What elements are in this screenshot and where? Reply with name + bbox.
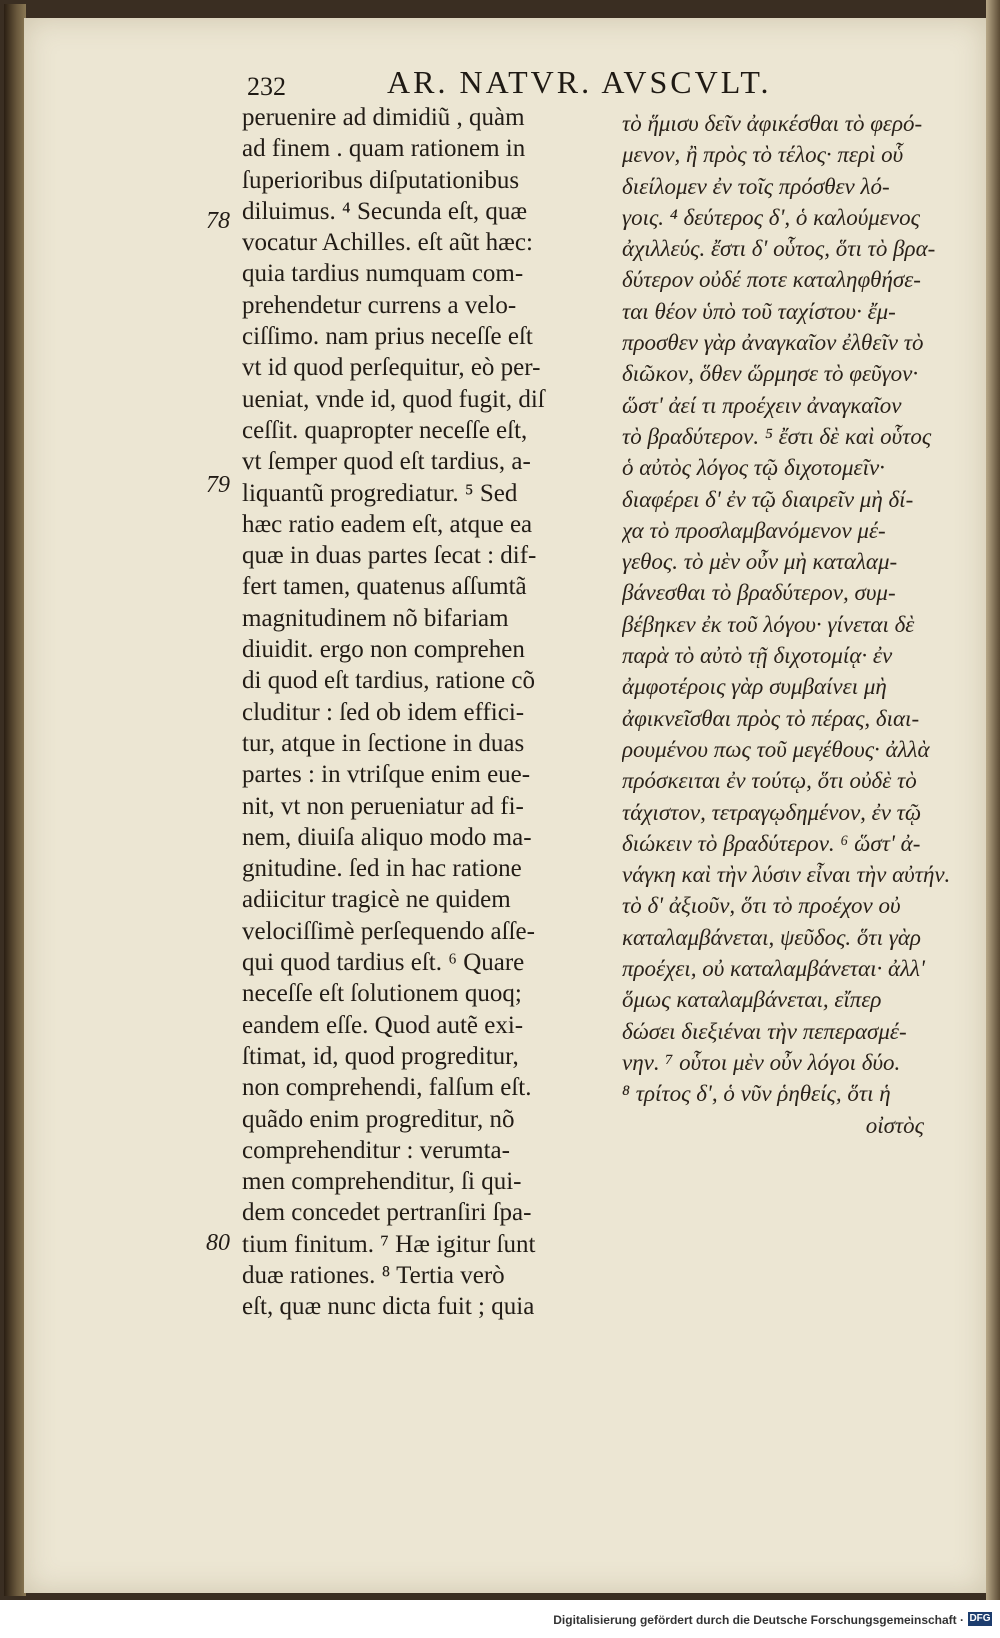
latin-line: ad finem . quam rationem in — [242, 135, 526, 163]
latin-line: qui quod tardius eſt. ⁶ Quare — [242, 949, 525, 977]
latin-line: velociſſimè perſequendo aſſe- — [242, 917, 535, 945]
running-title: AR. NATVR. AVSCVLT. — [387, 64, 772, 100]
latin-line: non comprehendi, falſum eſt. — [242, 1074, 532, 1102]
greek-line: τὸ ἥμισυ δεῖν ἀφικέσθαι τὸ φερό- — [622, 111, 923, 136]
latin-line: liquantũ progrediatur. ⁵ Sed — [242, 479, 518, 507]
greek-line: μενον, ἢ πρὸς τὸ τέλος· περὶ οὗ — [622, 142, 904, 168]
greek-line: βέβηκεν ἐκ τοῦ λόγου· γίνεται δὲ — [622, 611, 915, 637]
latin-line: men comprehenditur, ſi qui- — [242, 1168, 522, 1196]
greek-catchword: οἰστὸς — [865, 1112, 924, 1138]
latin-line: adiicitur tragicè ne quidem — [242, 886, 511, 914]
greek-line: διαφέρει δ' ἐν τῷ διαιρεῖν μὴ δί- — [622, 486, 914, 512]
greek-line: τὸ βραδύτερον. ⁵ ἔστι δὲ καὶ οὗτος — [622, 423, 932, 449]
latin-line: fert tamen, quatenus aſſumtã — [242, 573, 527, 601]
margin-number: 80 — [206, 1230, 230, 1256]
greek-line: ὁ αὐτὸς λόγος τῷ διχοτομεῖν· — [622, 455, 885, 481]
latin-text-column — [242, 102, 604, 1323]
latin-line: quãdo enim progreditur, nõ — [242, 1105, 515, 1133]
greek-line: χα τὸ προσλαμβανόμενον μέ- — [622, 517, 886, 543]
greek-line: διείλομεν ἐν τοῖς πρόσθεν λό- — [622, 173, 890, 199]
latin-line: peruenire ad dimidiũ , quàm — [242, 104, 525, 131]
greek-line: δώσει διεξιέναι τὴν πεπερασμέ- — [622, 1018, 907, 1044]
margin-number: 78 — [206, 208, 230, 234]
greek-line: ρουμένου πως τοῦ μεγέθους· ἀλλὰ — [622, 736, 930, 762]
greek-line: ἀμφοτέροις γὰρ συμβαίνει μὴ — [622, 674, 887, 700]
latin-line: hæc ratio eadem eſt, atque ea — [242, 510, 533, 538]
greek-line: γοις. ⁴ δεύτερος δ', ὁ καλούμενος — [622, 204, 920, 230]
latin-line: ſtimat, id, quod progreditur, — [242, 1042, 519, 1070]
greek-line: προσθεν γὰρ ἀναγκαῖον ἐλθεῖν τὸ — [622, 330, 924, 356]
book-page — [24, 18, 986, 1593]
footer-credit: Digitalisierung gefördert durch die Deutsche Forschungsgemeinschaft · — [553, 1613, 964, 1627]
margin-number: 79 — [206, 472, 230, 498]
latin-line: eſt, quæ nunc dicta fuit ; quia — [242, 1293, 535, 1321]
latin-line: ciſſimo. nam prius neceſſe eſt — [242, 323, 533, 351]
latin-line: diluimus. ⁴ Secunda eſt, quæ — [242, 197, 528, 225]
greek-line: ὅμως καταλαμβάνεται, εἴπερ — [622, 987, 882, 1013]
latin-line: vocatur Achilles. eſt aũt hæc: — [242, 229, 533, 257]
greek-line: παρὰ τὸ αὐτὸ τῇ διχοτομίᾳ· ἐν — [622, 643, 893, 669]
dfg-logo: DFG — [969, 1613, 991, 1624]
latin-line: tium finitum. ⁷ Hæ igitur ſunt — [242, 1230, 536, 1258]
greek-line: πρόσκειται ἐν τούτῳ, ὅτι οὐδὲ τὸ — [622, 768, 917, 794]
greek-line: νην. ⁷ οὗτοι μὲν οὖν λόγοι δύο. — [622, 1049, 901, 1075]
page-number: 232 — [247, 72, 286, 101]
book-fore-edge — [986, 0, 1000, 1600]
latin-line: magnitudinem nõ bifariam — [242, 604, 509, 632]
greek-line: προέχει, οὐ καταλαμβάνεται· ἀλλ' — [622, 956, 925, 982]
latin-line: di quod eſt tardius, ratione cõ — [242, 667, 535, 695]
latin-line: neceſſe eſt ſolutionem quoq; — [242, 980, 522, 1008]
greek-line: γεθος. τὸ μὲν οὖν μὴ καταλαμ- — [622, 549, 898, 575]
latin-line: quia tardius numquam com- — [242, 260, 524, 288]
latin-line: ſuperioribus diſputationibus — [242, 166, 520, 194]
latin-line: ceſſit. quapropter neceſſe eſt, — [242, 416, 528, 444]
latin-line: dem concedet pertranſiri ſpa- — [242, 1199, 532, 1227]
latin-line: prehendetur currens a velo- — [242, 291, 517, 319]
footer-bar — [0, 1600, 1000, 1638]
greek-line: ται θέον ὑπὸ τοῦ ταχίστου· ἔμ- — [622, 298, 896, 324]
latin-line: diuidit. ergo non comprehen — [242, 636, 525, 664]
greek-line: βάνεσθαι τὸ βραδύτερον, συμ- — [622, 580, 896, 606]
latin-line: ueniat, vnde id, quod fugit, diſ — [242, 385, 545, 413]
latin-line: vt id quod perſequitur, eò per- — [242, 354, 541, 382]
greek-line: ὥστ' ἀεί τι προέχειν ἀναγκαῖον — [622, 392, 902, 418]
greek-line: ⁸ τρίτος δ', ὁ νῦν ῥηθείς, ὅτι ἡ — [622, 1081, 891, 1107]
latin-line: quæ in duas partes ſecat : dif- — [242, 542, 537, 570]
greek-line: νάγκη καὶ τὴν λύσιν εἶναι τὴν αὐτήν. — [622, 862, 951, 888]
latin-line: nem, diuiſa aliquo modo ma- — [242, 823, 532, 851]
latin-line: eandem eſſe. Quod autẽ exi- — [242, 1011, 524, 1039]
greek-line: ἀφικνεῖσθαι πρὸς τὸ πέρας, διαι- — [622, 705, 920, 731]
latin-line: cluditur : ſed ob idem effici- — [242, 698, 525, 726]
latin-line: nit, vt non perueniatur ad fi- — [242, 792, 524, 820]
greek-line: διώκειν τὸ βραδύτερον. ⁶ ὥστ' ἀ- — [622, 830, 921, 856]
greek-text-column — [622, 108, 962, 1141]
latin-line: comprehenditur : verumta- — [242, 1136, 510, 1164]
greek-line: δύτερον οὐδέ ποτε καταληφθήσε- — [622, 267, 921, 293]
latin-line: duæ rationes. ⁸ Tertia verò — [242, 1261, 505, 1289]
latin-line: partes : in vtriſque enim eue- — [242, 761, 531, 789]
book-spine-edge — [4, 4, 26, 1596]
greek-line: διῶκον, ὅθεν ὥρμησε τὸ φεῦγον· — [622, 361, 919, 387]
latin-line: tur, atque in ſectione in duas — [242, 729, 525, 757]
greek-line: καταλαμβάνεται, ψεῦδος. ὅτι γὰρ — [622, 924, 921, 950]
latin-line: vt ſemper quod eſt tardius, a- — [242, 448, 531, 476]
greek-line: ἀχιλλεύς. ἔστι δ' οὗτος, ὅτι τὸ βρα- — [622, 236, 936, 262]
greek-line: τὸ δ' ἀξιοῦν, ὅτι τὸ προέχον οὐ — [622, 893, 901, 919]
greek-line: τάχιστον, τετραγῳδημένον, ἐν τῷ — [622, 799, 922, 825]
page-header — [24, 62, 986, 102]
latin-line: gnitudine. ſed in hac ratione — [242, 855, 522, 883]
